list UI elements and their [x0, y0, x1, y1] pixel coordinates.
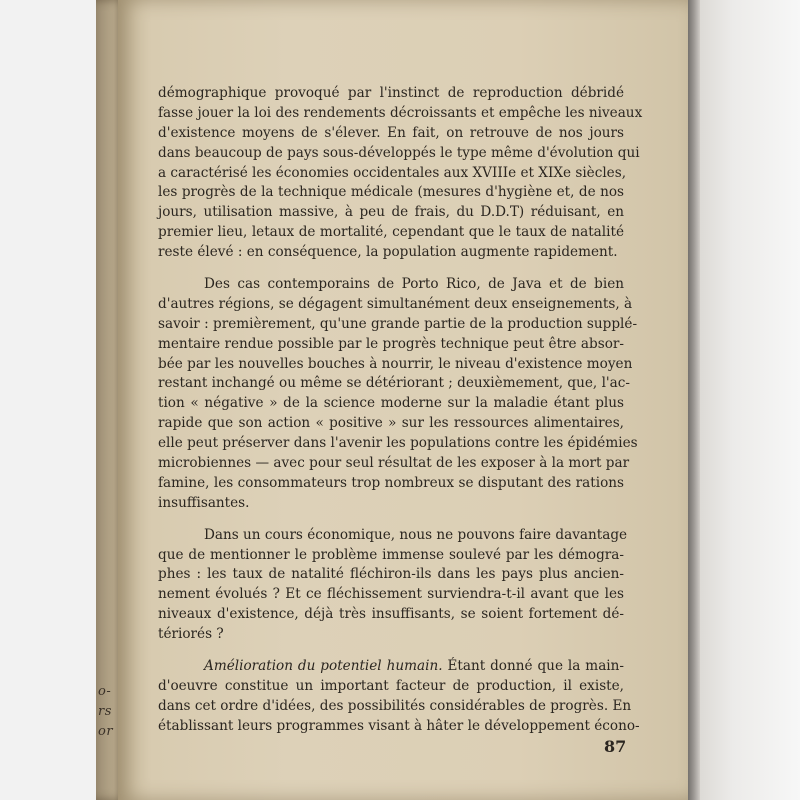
previous-page-fragment: o- [98, 684, 112, 699]
text-line: savoir : premièrement, qu'une grande partie de la production supplé- [158, 315, 638, 332]
text-line: d'existence moyens de s'élever. En fait, on retrouve de nos jours [158, 124, 624, 141]
text-line: bée par les nouvelles bouches à nourrir, le niveau d'existence moyen [158, 355, 633, 372]
paragraph-2 [158, 275, 638, 514]
text-line: mentaire rendue possible par le progrès technique peut être absor- [158, 335, 624, 352]
text-line: dans beaucoup de pays sous-développés le type même d'évolution qui [158, 144, 640, 161]
background-right [688, 0, 800, 800]
text-line: elle peut préserver dans l'avenir les populations contre les épidémies [158, 435, 638, 452]
paragraph-1 [158, 84, 643, 263]
previous-page-fragment: rs [98, 704, 112, 719]
text-line: niveaux d'existence, déjà très insuffisants, se soient fortement dé- [158, 606, 624, 623]
paragraph-3 [158, 526, 628, 645]
text-line [158, 657, 624, 677]
text-line: démographique provoqué par l'instinct de reproduction débridé [158, 85, 624, 101]
page-number: 87 [604, 737, 627, 756]
text-line: établissant leurs programmes visant à hâter le développement écono- [158, 717, 640, 734]
paragraph-4 [158, 657, 640, 737]
book-page [118, 0, 688, 800]
text-line: tériorés ? [158, 626, 224, 643]
text-line: reste élevé : en conséquence, la population augmente rapidement. [158, 244, 618, 261]
heading-continuation: Étant donné que la main- [442, 658, 624, 675]
previous-page-fragment: or [98, 724, 114, 739]
text-line: d'oeuvre constitue un important facteur de production, il existe, [158, 677, 624, 694]
text-line: famine, les consommateurs trop nombreux se disputant des rations [158, 474, 624, 491]
text-line: d'autres régions, se dégagent simultanément deux enseignements, à [158, 295, 633, 312]
page-body [158, 84, 643, 737]
text-line: Dans un cours économique, nous ne pouvons faire davantage [204, 526, 628, 543]
text-line: phes : les taux de natalité fléchiron-ils dans les pays plus ancien- [158, 566, 624, 583]
text-line: fasse jouer la loi des rendements décroissants et empêche les niveaux [158, 104, 643, 121]
section-heading: Amélioration du potentiel humain. [204, 658, 443, 675]
text-line: que de mentionner le problème immense soulevé par les démogra- [158, 546, 624, 563]
text-line: jours, utilisation massive, à peu de frais, du D.D.T) réduisant, en [158, 204, 624, 221]
text-line: insuffisantes. [158, 494, 250, 511]
text-line: nement évolués ? Et ce fléchissement surviendra-t-il avant que les [158, 586, 624, 603]
text-line: tion « négative » de la science moderne sur la maladie étant plus [158, 395, 624, 412]
text-line: restant inchangé ou même se détériorant ; deuxièmement, que, l'ac- [158, 375, 630, 392]
text-line: a caractérisé les économies occidentales aux XVIIIe et XIXe siècles, [158, 164, 627, 181]
text-line: microbiennes — avec pour seul résultat de les exposer à la mort par [158, 455, 630, 472]
text-line: premier lieu, letaux de mortalité, cependant que le taux de natalité [158, 224, 624, 241]
text-line: Des cas contemporains de Porto Rico, de Java et de bien [204, 276, 624, 293]
text-line: dans cet ordre d'idées, des possibilités considérables de progrès. En [158, 697, 632, 714]
text-line: rapide que son action « positive » sur les ressources alimentaires, [158, 415, 624, 432]
text-line: les progrès de la technique médicale (mesures d'hygiène et, de nos [158, 184, 624, 201]
